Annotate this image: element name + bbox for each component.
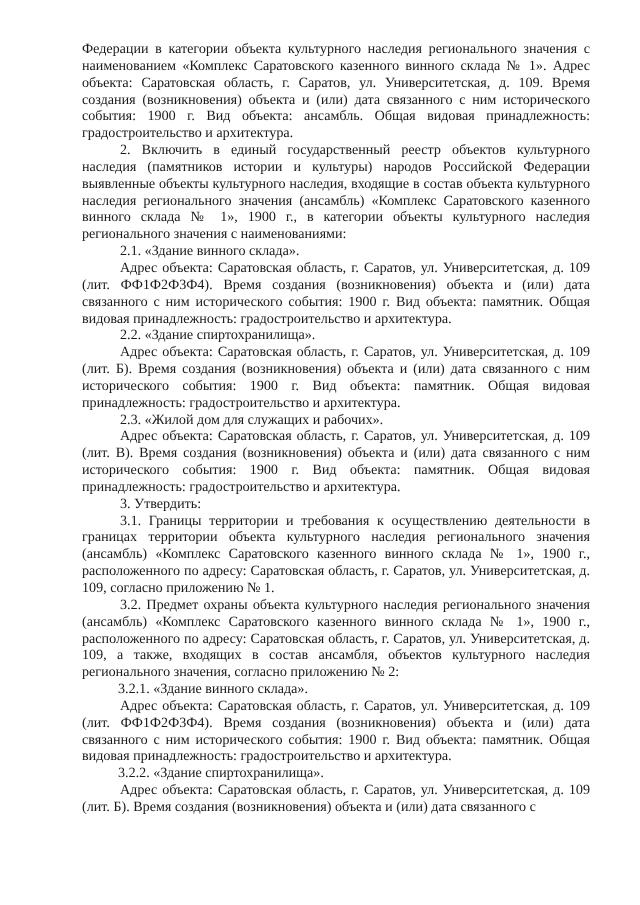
- paragraph-item-3: 3. Утвердить:: [120, 495, 202, 512]
- paragraph-item-3-2-1-address: Адрес объекта: Саратовская область, г. Саратов, ул. Университетская, д. 109 (лит. ФФ1Ф2Ф3Ф4). Время создания (возникновения) объекта и (или) дата связанного с ним исторического события: 1900 г. Вид объекта: памятник. Общая видовая принадлежность: градостроительство и архитектура.: [82, 697, 590, 765]
- paragraph-item-3-2-2-address: Адрес объекта: Саратовская область, г. Саратов, ул. Университетская, д. 109 (лит. Б). Время создания (возникновения) объекта и (или) дата связанного с: [82, 782, 590, 815]
- paragraph-item-2-1: 2.1. «Здание винного склада».: [120, 243, 300, 260]
- paragraph-item-2-2: 2.2. «Здание спиртохранилища».: [120, 327, 316, 344]
- document-body: [82, 41, 590, 816]
- paragraph-item-3-2-1: 3.2.1. «Здание винного склада».: [118, 681, 308, 698]
- paragraph-item-2-3: 2.3. «Жилой дом для служащих и рабочих».: [120, 411, 384, 428]
- paragraph-item-2: 2. Включить в единый государственный реестр объектов культурного наследия (памятников истории и культуры) народов Российской Федерации выявленные объекты культурного наследия, входящие в состав объекта культурного наследия регионального значения (ансамбль) «Комплекс Саратовского казенного винного склада № 1», 1900 г., в категории объекты культурного наследия регионального значения с наименованиями:: [82, 142, 590, 243]
- paragraph-intro: Федерации в категории объекта культурного наследия регионального значения с наименованием «Комплекс Саратовского казенного винного склада № 1». Адрес объекта: Саратовская область, г. Саратов, ул. Университетская, д. 109. Время создания (возникновения) объекта и (или) дата связанного с ним исторического события: 1900 г. Вид объекта: ансамбль. Общая видовая принадлежность: градостроительство и архитектура.: [82, 41, 590, 142]
- paragraph-item-3-2: 3.2. Предмет охраны объекта культурного наследия регионального значения (ансамбль) «Комплекс Саратовского казенного винного склада № 1», 1900 г., расположенного по адресу: Саратовская область, г. Саратов, ул. Университетская, д. 109, а также, входящих в состав ансамбля, объектов культурного наследия регионального значения, согласно приложению № 2:: [82, 596, 590, 681]
- paragraph-item-2-2-address: Адрес объекта: Саратовская область, г. Саратов, ул. Университетская, д. 109 (лит. Б). Время создания (возникновения) объекта и (или) дата связанного с ним исторического события: 1900 г. Вид объекта: памятник. Общая видовая принадлежность: градостроительство и архитектура.: [82, 344, 590, 411]
- paragraph-item-3-2-2: 3.2.2. «Здание спиртохранилища».: [118, 765, 324, 782]
- paragraph-item-3-1: 3.1. Границы территории и требования к осуществлению деятельности в границах территории объекта культурного наследия регионального значения (ансамбль) «Комплекс Саратовского казенного винного склада № 1», 1900 г., расположенного по адресу: Саратовская область, г. Саратов, ул. Университетская, д. 109, согласно приложению № 1.: [82, 512, 590, 596]
- paragraph-item-2-1-address: Адрес объекта: Саратовская область, г. Саратов, ул. Университетская, д. 109 (лит. ФФ1Ф2Ф3Ф4). Время создания (возникновения) объекта и (или) дата связанного с ним исторического события: 1900 г. Вид объекта: памятник. Общая видовая принадлежность: градостроительство и архитектура.: [82, 259, 590, 327]
- paragraph-item-2-3-address: Адрес объекта: Саратовская область, г. Саратов, ул. Университетская, д. 109 (лит. В). Время создания (возникновения) объекта и (или) дата связанного с ним исторического события: 1900 г. Вид объекта: памятник. Общая видовая принадлежность: градостроительство и архитектура.: [82, 428, 590, 495]
